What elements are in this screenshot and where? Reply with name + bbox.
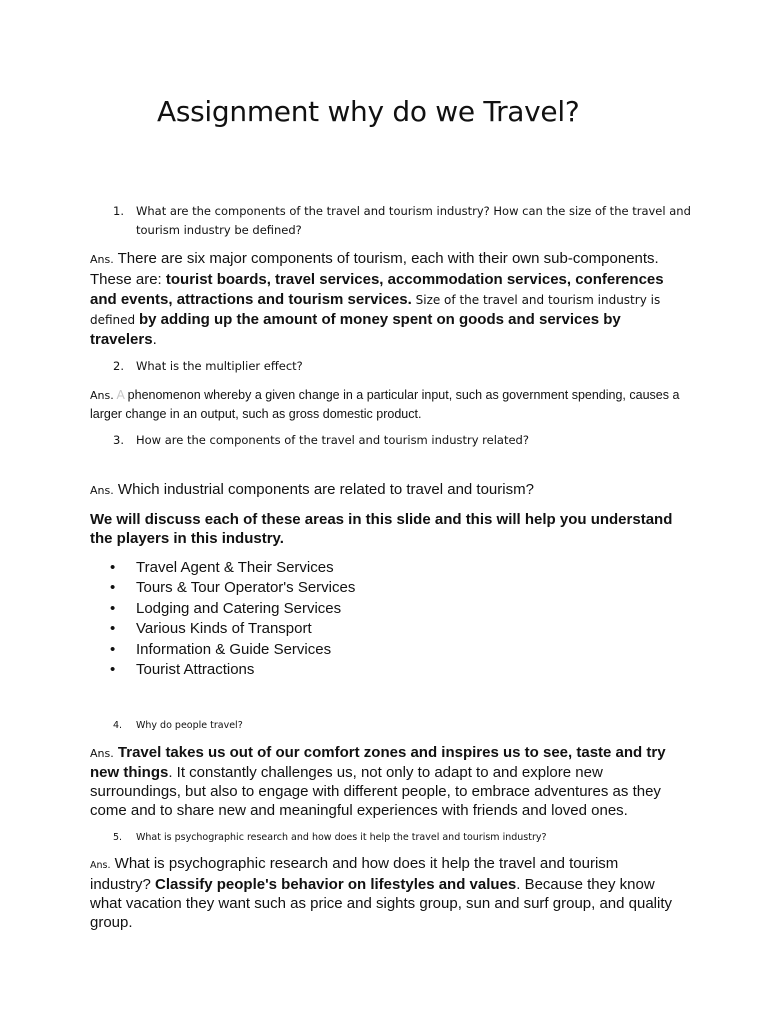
answer-1	[90, 249, 680, 350]
list-item	[90, 558, 355, 578]
answer-label: Ans.	[90, 484, 114, 497]
answer-text: . It constantly challenges us, not only to adapt to and explore new surroundings, but also to engage with different people, to embrace adventures as they come and to share new and meaningful experiences with friends and loved ones.	[90, 764, 661, 819]
question-text: What is psychographic research and how does it help the travel and tourism industry?	[136, 832, 547, 843]
answer-bold-text: Classify people's behavior on lifestyles and values	[155, 876, 517, 893]
answer-label: Ans.	[90, 389, 114, 402]
question-3	[113, 431, 693, 450]
question-number: 5.	[113, 832, 123, 843]
list-item	[90, 660, 355, 680]
question-text: What are the components of the travel and tourism industry? How can the size of the travel and tourism industry be defined?	[136, 204, 691, 237]
list-item-text: Travel Agent & Their Services	[136, 559, 334, 576]
question-number: 3.	[113, 433, 124, 447]
question-text: Why do people travel?	[136, 720, 243, 731]
answer-text: Which industrial components are related to travel and tourism?	[117, 481, 534, 498]
list-item	[90, 640, 355, 660]
bullet-icon: •	[110, 620, 116, 638]
question-number: 4.	[113, 720, 123, 731]
question-2	[113, 357, 693, 376]
list-item-text: Various Kinds of Transport	[136, 620, 312, 638]
answer-label: Ans.	[90, 860, 111, 871]
page-title: Assignment why do we Travel?	[157, 95, 580, 128]
answer-bold-text: Travel takes us out of our comfort zones and inspires us to see, taste and try new things	[90, 744, 666, 781]
answer-initial-letter: A	[116, 388, 125, 402]
bullet-icon: •	[110, 661, 116, 679]
question-number: 1.	[113, 204, 124, 218]
list-item	[90, 599, 355, 619]
answer-text: . Because they know what vacation they want such as price and sights group, sun and surf group, and quality group.	[90, 876, 673, 931]
list-item	[90, 619, 355, 639]
list-item-text: Information & Guide Services	[136, 640, 332, 658]
question-text: What is the multiplier effect?	[136, 359, 303, 373]
list-item-text: Tourist Attractions	[136, 661, 255, 679]
answer-text: There are six major components of tourism, each with their own sub-components. These are:	[90, 250, 659, 288]
answer-4	[90, 743, 680, 820]
list-item-text: Tours & Tour Operator's Services	[136, 579, 356, 597]
answer-bold-text: tourist boards, travel services, accommodation services, conferences and events, attractions and tourism services.	[90, 271, 664, 308]
components-list	[90, 558, 355, 680]
answer-text: .	[152, 331, 157, 348]
list-item-text: Lodging and Catering Services	[136, 599, 342, 617]
bullet-icon: •	[110, 640, 116, 658]
answer-2	[90, 386, 680, 423]
list-item	[90, 578, 355, 598]
bullet-icon: •	[110, 579, 116, 597]
answer-text: What is psychographic research and how does it help the travel and tourism industry?	[90, 855, 619, 893]
bullet-icon: •	[110, 559, 116, 576]
answer-label: Ans.	[90, 747, 114, 760]
answer-5	[90, 854, 680, 932]
question-1	[113, 202, 693, 240]
answer-label: Ans.	[90, 253, 114, 266]
answer-text: Size of the travel and tourism industry is defined	[90, 293, 661, 327]
answer-3-bold-paragraph: We will discuss each of these areas in this slide and this will help you understand the players in this industry.	[90, 511, 673, 547]
question-text: How are the components of the travel and tourism industry related?	[136, 433, 529, 447]
answer-3	[90, 480, 680, 501]
bullet-icon: •	[110, 599, 116, 617]
answer-text: phenomenon whereby a given change in a particular input, such as government spending, causes a larger change in an output, such as gross domestic product.	[90, 388, 680, 421]
question-4	[113, 716, 693, 735]
answer-bold-text: by adding up the amount of money spent on goods and services by travelers	[90, 311, 621, 348]
question-number: 2.	[113, 359, 124, 373]
question-5	[113, 828, 693, 847]
